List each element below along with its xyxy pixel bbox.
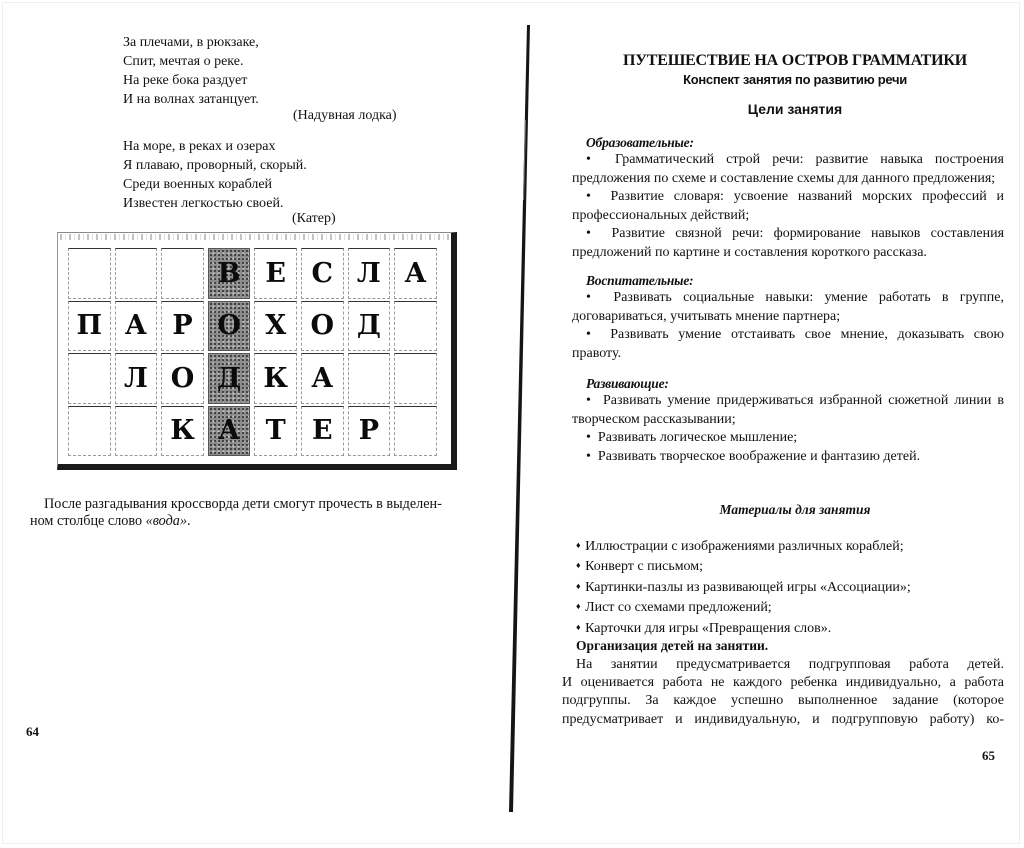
crossword-cell: Р [161,301,204,352]
organization-line: предусматривает и индивидуальную, и подгрупповую работу) ко- [562,711,1004,727]
materials-heading: Материалы для занятия [719,502,871,517]
crossword-cell-highlighted: О [208,301,251,352]
crossword-cell [115,406,158,457]
caption-line-1: После разгадывания кроссворда дети смогут прочесть в выделен- [44,496,442,512]
materials-item: ♦ Конверт с письмом; [576,556,911,576]
crossword-cell: Л [348,248,391,299]
crossword-cell: Е [254,248,297,299]
educational-item: • Грамматический строй речи: развитие навыка построения предложения по схеме и составление схемы для данного предложения; [572,151,1004,188]
crossword-caption [30,496,442,530]
riddle-1 [123,33,259,109]
crossword-cell: П [68,301,111,352]
organization-line: подгруппы. За каждое успешно выполненное задание (которое [562,693,1004,709]
materials-item: ♦ Лист со схемами предложений; [576,597,911,617]
goals-heading: Цели занятия [747,101,843,117]
crossword-cell: А [394,248,437,299]
caption-period: . [186,513,191,529]
crossword-cell: О [161,353,204,404]
materials-list [576,536,911,638]
materials-item: ♦ Карточки для игры «Превращения слов». [576,618,911,638]
page-number-left: 64 [26,724,39,739]
crossword-cell-highlighted: Д [208,353,251,404]
riddle-2-line: Я плаваю, проворный, скорый. [123,158,307,173]
upbringing-item: • Развивать умение отстаивать свое мнение, доказывать свою правоту. [572,326,1004,363]
crossword-cell [115,248,158,299]
educational-heading: Образовательные: [586,135,694,150]
upbringing-heading: Воспитательные: [586,273,694,288]
developing-item: • Развивать логическое мышление; [572,429,1004,448]
crossword-cell: Л [115,353,158,404]
crossword-cell [68,406,111,457]
scan-noise-strip [60,234,449,240]
organization-text [562,656,1004,729]
materials-item: ♦ Иллюстрации с изображениями различных кораблей; [576,536,911,556]
riddle-2-answer: (Катер) [292,211,336,226]
crossword-cell [348,353,391,404]
upbringing-item: • Развивать социальные навыки: умение работать в группе, договариваться, учитывать мнение партнера; [572,289,1004,326]
crossword-cell [68,353,111,404]
crossword-puzzle [57,232,457,470]
riddle-1-answer: (Надувная лодка) [293,108,397,123]
educational-item: • Развитие словаря: усвоение названий морских профессий и профессиональных действий; [572,188,1004,225]
crossword-cell: Д [348,301,391,352]
crossword-cell [394,406,437,457]
riddle-2-line: Известен легкостью своей. [123,196,284,211]
developing-list [572,392,1004,466]
page-number-right: 65 [982,748,995,763]
organization-line: На занятии предусматривается подгрупповая работа детей. [576,657,1004,672]
developing-item: • Развивать творческое воображение и фантазию детей. [572,448,1004,467]
caption-line-2 [30,513,442,530]
crossword-cell: Х [254,301,297,352]
developing-item: • Развивать умение придерживаться избранной сюжетной линии в творческом рассказывании; [572,392,1004,429]
crossword-cell: Р [348,406,391,457]
crossword-cell: А [301,353,344,404]
educational-item: • Развитие связной речи: формирование навыков составления предложений по картине и составления короткого рассказа. [572,225,1004,262]
crossword-cell: Е [301,406,344,457]
crossword-cell [394,353,437,404]
educational-list [572,151,1004,262]
lesson-subtitle: Конспект занятия по развитию речи [683,72,907,87]
materials-item: ♦ Картинки-пазлы из развивающей игры «Ассоциации»; [576,577,911,597]
organization-line: И оценивается работа не каждого ребенка индивидуально, а работа [562,675,1004,691]
lesson-title: ПУТЕШЕСТВИЕ НА ОСТРОВ ГРАММАТИКИ [622,52,968,69]
crossword-cell [161,248,204,299]
riddle-2-line: Среди военных кораблей [123,177,273,192]
organization-heading: Организация детей на занятии. [576,638,769,653]
caption-text: ном столбце слово [30,513,146,529]
crossword-cell: С [301,248,344,299]
crossword-cell-highlighted: А [208,406,251,457]
lesson-title-block [600,51,990,88]
crossword-cell [394,301,437,352]
crossword-cell [68,248,111,299]
caption-highlight-word: «вода» [145,513,187,529]
upbringing-list [572,289,1004,363]
riddle-2 [123,137,307,213]
riddle-2-line: На море, в реках и озерах [123,139,276,154]
crossword-cell-highlighted: В [208,248,251,299]
crossword-cell: Т [254,406,297,457]
crossword-cell: О [301,301,344,352]
riddle-1-line: На реке бока раздует [123,73,248,88]
riddle-1-line: За плечами, в рюкзаке, [123,35,259,50]
crossword-cell: К [161,406,204,457]
crossword-cell: А [115,301,158,352]
developing-heading: Развивающие: [586,376,669,391]
crossword-grid [66,247,439,457]
riddle-1-line: Спит, мечтая о реке. [123,54,244,69]
crossword-cell: К [254,353,297,404]
riddle-1-line: И на волнах затанцует. [123,92,259,107]
